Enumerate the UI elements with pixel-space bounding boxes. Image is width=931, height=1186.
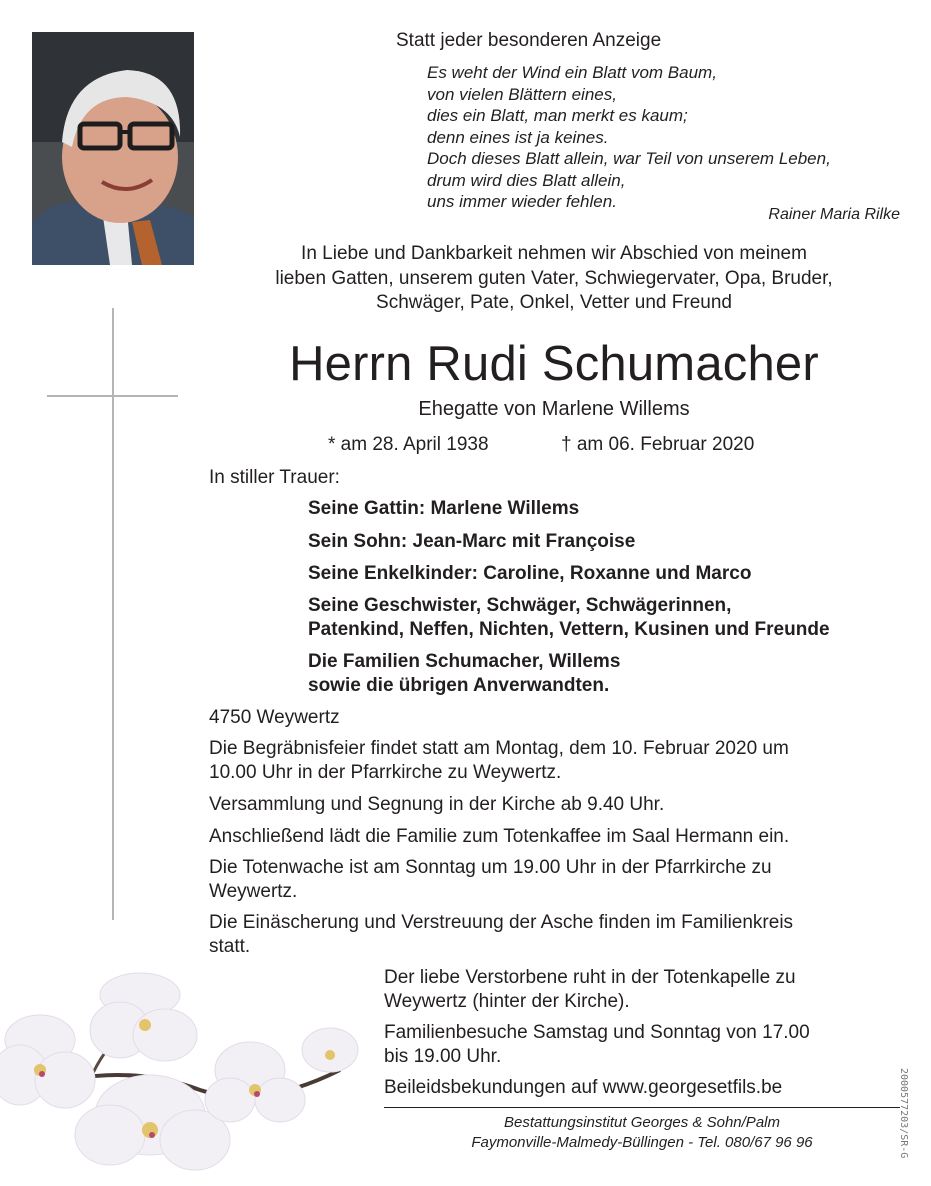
intro-line: In Liebe und Dankbarkeit nehmen wir Abschied von meinem: [301, 243, 807, 264]
notice-heading: Statt jeder besonderen Anzeige: [396, 30, 662, 51]
portrait-illustration: [32, 32, 194, 265]
poem-line: Doch dieses Blatt allein, war Teil von unserem Leben,: [427, 149, 831, 168]
poem: [427, 62, 831, 213]
mourner-line: Seine Gattin: Marlene Willems: [308, 498, 580, 519]
mourner-line: Sein Sohn: Jean-Marc mit Françoise: [308, 531, 636, 552]
intro-line: Schwäger, Pate, Onkel, Vetter und Freund: [376, 292, 732, 313]
portrait-photo: [32, 32, 194, 265]
footer-divider: [384, 1107, 900, 1108]
location-text: 4750 Weywertz: [209, 707, 340, 728]
poem-line: drum wird dies Blatt allein,: [427, 170, 626, 190]
mourner-line: Seine Geschwister, Schwäger, Schwägerinnen,: [308, 595, 732, 616]
poem-author: Rainer Maria Rilke: [768, 206, 900, 223]
chapel-line: Der liebe Verstorbene ruht in der Totenkapelle zu: [384, 967, 796, 988]
wake-line: Die Totenwache ist am Sonntag um 19.00 Uhr in der Pfarrkirche zu: [209, 857, 772, 878]
spouse-line: Ehegatte von Marlene Willems: [418, 398, 690, 420]
deceased-name: Herrn Rudi Schumacher: [289, 337, 819, 391]
birth-date: * am 28. April 1938: [328, 434, 489, 455]
wake-line: Weywertz.: [209, 881, 298, 902]
cross-horizontal-bar: [47, 395, 178, 397]
funeral-line: Die Begräbnisfeier findet statt am Montag, dem 10. Februar 2020 um: [209, 738, 789, 759]
mourner-line: Die Familien Schumacher, Willems: [308, 651, 621, 672]
mourner-line: Seine Enkelkinder: Caroline, Roxanne und Marco: [308, 563, 752, 584]
chapel-line: Weywertz (hinter der Kirche).: [384, 991, 630, 1012]
cremation-line: statt.: [209, 936, 251, 957]
poem-line: Es weht der Wind ein Blatt vom Baum,: [427, 63, 717, 82]
poem-line: denn eines ist ja keines.: [427, 127, 609, 147]
gathering-text: Versammlung und Segnung in der Kirche ab 9.40 Uhr.: [209, 794, 665, 815]
condolences-text: Beileidsbekundungen auf www.georgesetfils.be: [384, 1077, 783, 1098]
cremation-line: Die Einäscherung und Verstreuung der Asche finden im Familienkreis: [209, 912, 794, 933]
poem-line: von vielen Blättern eines,: [427, 84, 617, 104]
orchid-icon: [0, 940, 360, 1181]
visits-line: Familienbesuche Samstag und Sonntag von 17.00: [384, 1022, 810, 1043]
visits-line: bis 19.00 Uhr.: [384, 1046, 502, 1067]
coffee-text: Anschließend lädt die Familie zum Totenkaffee im Saal Hermann ein.: [209, 826, 790, 847]
intro-text: [205, 242, 903, 316]
funeral-home-contact: Faymonville-Malmedy-Büllingen - Tel. 080/67 96 96: [471, 1134, 813, 1151]
cross-vertical-bar: [112, 308, 114, 920]
poem-line: dies ein Blatt, man merkt es kaum;: [427, 106, 688, 125]
poem-line: uns immer wieder fehlen.: [427, 192, 617, 211]
mourners-heading: In stiller Trauer:: [209, 467, 340, 488]
death-date: † am 06. Februar 2020: [561, 434, 755, 455]
funeral-line: 10.00 Uhr in der Pfarrkirche zu Weywertz.: [209, 762, 562, 783]
funeral-home-name: Bestattungsinstitut Georges & Sohn/Palm: [504, 1114, 780, 1131]
intro-line: lieben Gatten, unserem guten Vater, Schwiegervater, Opa, Bruder,: [275, 267, 833, 289]
mourner-line: sowie die übrigen Anverwandten.: [308, 675, 610, 696]
mourner-line: Patenkind, Neffen, Nichten, Vettern, Kusinen und Freunde: [308, 619, 830, 640]
reference-code: 2000577203/SR-G: [898, 1068, 909, 1159]
orchid-image: [0, 940, 360, 1181]
